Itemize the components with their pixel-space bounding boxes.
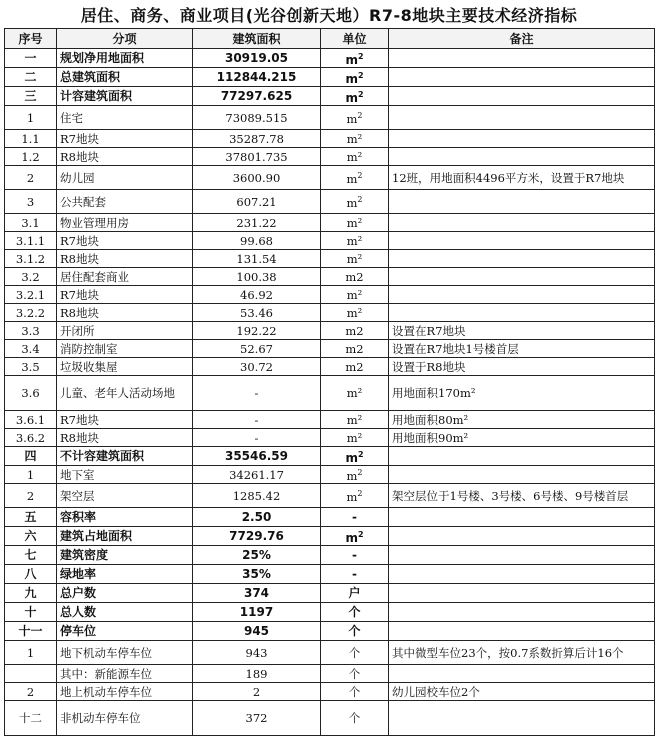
row-number: 2 <box>5 683 57 701</box>
unit-text: m <box>345 71 358 86</box>
row-number: 十一 <box>5 622 57 641</box>
row-note: 设置在R7地块1号楼首层 <box>389 340 655 358</box>
table-row <box>5 214 655 232</box>
row-unit <box>321 340 389 358</box>
row-number: 3.6.2 <box>5 429 57 447</box>
row-unit <box>321 106 389 130</box>
row-area: 1285.42 <box>193 484 321 508</box>
row-note <box>389 665 655 683</box>
unit-text: m² <box>346 305 363 320</box>
row-unit <box>321 484 389 508</box>
unit-text: 个 <box>348 711 361 725</box>
row-unit <box>321 190 389 214</box>
row-item: 公共配套 <box>57 190 193 214</box>
table-row <box>5 466 655 484</box>
row-unit <box>321 701 389 736</box>
unit-superscript: 2 <box>357 195 363 205</box>
row-number: 3.1 <box>5 214 57 232</box>
indicator-table <box>4 28 655 736</box>
row-unit <box>321 322 389 340</box>
row-area: 30.72 <box>193 358 321 376</box>
row-item: 物业管理用房 <box>57 214 193 232</box>
unit-superscript: 2 <box>357 70 364 80</box>
table-row <box>5 166 655 190</box>
row-note: 设置在R7地块 <box>389 322 655 340</box>
row-number: 3.6.1 <box>5 411 57 429</box>
row-number: 3.2 <box>5 268 57 286</box>
row-number: 3.4 <box>5 340 57 358</box>
row-note <box>389 584 655 603</box>
table-row <box>5 190 655 214</box>
row-area: 374 <box>193 584 321 603</box>
table-row <box>5 148 655 166</box>
table-row <box>5 250 655 268</box>
row-area: 35287.78 <box>193 130 321 148</box>
row-note: 架空层位于1号楼、3号楼、6号楼、9号楼首层 <box>389 484 655 508</box>
row-number: 3.5 <box>5 358 57 376</box>
row-note <box>389 546 655 565</box>
row-area: - <box>193 429 321 447</box>
unit-superscript: 2 <box>357 468 363 478</box>
row-unit <box>321 565 389 584</box>
unit-superscript: 2 <box>357 529 364 539</box>
row-number: 一 <box>5 49 57 68</box>
row-note: 用地面积170m² <box>389 376 655 411</box>
row-unit <box>321 641 389 665</box>
row-area: 1197 <box>193 603 321 622</box>
unit-text: m2 <box>345 323 364 338</box>
row-unit <box>321 232 389 250</box>
row-item: 居住配套商业 <box>57 268 193 286</box>
row-unit <box>321 527 389 546</box>
table-row <box>5 68 655 87</box>
row-item: 规划净用地面积 <box>57 49 193 68</box>
row-item: R8地块 <box>57 304 193 322</box>
unit-text: m <box>346 111 358 126</box>
header-note: 备注 <box>389 29 655 49</box>
table-row <box>5 411 655 429</box>
unit-text: m² <box>346 149 363 164</box>
row-unit <box>321 584 389 603</box>
header-area: 建筑面积 <box>193 29 321 49</box>
unit-text: m <box>345 90 358 105</box>
row-note <box>389 190 655 214</box>
unit-text: m² <box>346 131 363 146</box>
row-unit <box>321 358 389 376</box>
table-row <box>5 622 655 641</box>
row-area: 73089.515 <box>193 106 321 130</box>
row-note <box>389 87 655 106</box>
row-item: 其中：新能源车位 <box>57 665 193 683</box>
unit-text: m2 <box>345 269 364 284</box>
row-unit <box>321 130 389 148</box>
row-item: 计容建筑面积 <box>57 87 193 106</box>
row-area: 100.38 <box>193 268 321 286</box>
row-number: 六 <box>5 527 57 546</box>
row-unit <box>321 250 389 268</box>
row-item: 总户数 <box>57 584 193 603</box>
row-note: 用地面积90m² <box>389 429 655 447</box>
unit-text: - <box>352 548 357 562</box>
row-unit <box>321 148 389 166</box>
row-number: 2 <box>5 484 57 508</box>
row-unit <box>321 429 389 447</box>
unit-text: m² <box>346 412 363 427</box>
table-row <box>5 641 655 665</box>
row-note <box>389 603 655 622</box>
table-row <box>5 286 655 304</box>
table-row <box>5 603 655 622</box>
row-area: - <box>193 376 321 411</box>
header-row <box>5 29 655 49</box>
row-note <box>389 304 655 322</box>
row-item: 总人数 <box>57 603 193 622</box>
row-note <box>389 232 655 250</box>
unit-superscript: 2 <box>357 51 364 61</box>
row-item: 停车位 <box>57 622 193 641</box>
row-area: 131.54 <box>193 250 321 268</box>
row-area: 2 <box>193 683 321 701</box>
row-area: 25% <box>193 546 321 565</box>
row-item: R8地块 <box>57 250 193 268</box>
row-area: 192.22 <box>193 322 321 340</box>
row-item: 幼儿园 <box>57 166 193 190</box>
row-note <box>389 250 655 268</box>
table-row <box>5 49 655 68</box>
row-item: 绿地率 <box>57 565 193 584</box>
row-item: 地下机动车停车位 <box>57 641 193 665</box>
table-row <box>5 665 655 683</box>
row-unit <box>321 683 389 701</box>
row-note <box>389 447 655 466</box>
row-note <box>389 49 655 68</box>
unit-text: - <box>352 567 357 581</box>
unit-text: m² <box>346 233 363 248</box>
row-item: R7地块 <box>57 232 193 250</box>
row-unit <box>321 508 389 527</box>
unit-superscript: 2 <box>357 171 363 181</box>
row-number: 3 <box>5 190 57 214</box>
row-number: 3.2.1 <box>5 286 57 304</box>
row-number: 八 <box>5 565 57 584</box>
header-no: 序号 <box>5 29 57 49</box>
row-number: 3.6 <box>5 376 57 411</box>
unit-text: m² <box>346 430 363 445</box>
row-unit <box>321 466 389 484</box>
row-area: 189 <box>193 665 321 683</box>
unit-text: m2 <box>345 341 364 356</box>
row-number: 3.2.2 <box>5 304 57 322</box>
row-unit <box>321 87 389 106</box>
table-row <box>5 508 655 527</box>
row-unit <box>321 376 389 411</box>
unit-text: 个 <box>348 645 361 660</box>
table-row <box>5 106 655 130</box>
row-item: R8地块 <box>57 429 193 447</box>
unit-text: m <box>346 489 358 504</box>
row-unit <box>321 447 389 466</box>
unit-text: m² <box>346 251 363 266</box>
row-number <box>5 665 57 683</box>
row-note <box>389 286 655 304</box>
row-item: 非机动车停车位 <box>57 701 193 736</box>
unit-text: m <box>346 468 358 483</box>
row-item: 总建筑面积 <box>57 68 193 87</box>
row-number: 七 <box>5 546 57 565</box>
table-row <box>5 304 655 322</box>
row-item: 住宅 <box>57 106 193 130</box>
unit-text: m <box>345 450 358 465</box>
row-area: 34261.17 <box>193 466 321 484</box>
table-row <box>5 232 655 250</box>
row-unit <box>321 546 389 565</box>
row-note <box>389 508 655 527</box>
row-area: 372 <box>193 701 321 736</box>
table-row <box>5 268 655 286</box>
row-number: 十二 <box>5 701 57 736</box>
row-area: 99.68 <box>193 232 321 250</box>
row-unit <box>321 665 389 683</box>
table-row <box>5 565 655 584</box>
row-number: 1.1 <box>5 130 57 148</box>
row-item: 建筑密度 <box>57 546 193 565</box>
row-number: 1 <box>5 106 57 130</box>
row-number: 四 <box>5 447 57 466</box>
table-row <box>5 527 655 546</box>
row-item: R7地块 <box>57 286 193 304</box>
row-unit <box>321 603 389 622</box>
row-note <box>389 268 655 286</box>
row-area: 52.67 <box>193 340 321 358</box>
row-note <box>389 214 655 232</box>
row-area: 2.50 <box>193 508 321 527</box>
unit-text: 户 <box>348 586 361 600</box>
header-unit: 单位 <box>321 29 389 49</box>
row-note: 用地面积80m² <box>389 411 655 429</box>
row-number: 3.3 <box>5 322 57 340</box>
unit-superscript: 2 <box>357 449 364 459</box>
row-area: 53.46 <box>193 304 321 322</box>
row-area: 35546.59 <box>193 447 321 466</box>
row-area: 35% <box>193 565 321 584</box>
row-note <box>389 701 655 736</box>
indicator-sheet <box>4 3 654 736</box>
unit-text: m² <box>346 215 363 230</box>
row-unit <box>321 68 389 87</box>
row-note: 其中微型车位23个，按0.7系数折算后计16个 <box>389 641 655 665</box>
row-number: 二 <box>5 68 57 87</box>
unit-text: m <box>346 171 358 186</box>
row-area: 607.21 <box>193 190 321 214</box>
row-number: 五 <box>5 508 57 527</box>
unit-text: m <box>345 530 358 545</box>
table-row <box>5 546 655 565</box>
unit-text: m <box>346 195 358 210</box>
table-row <box>5 484 655 508</box>
row-item: 容积率 <box>57 508 193 527</box>
row-number: 1 <box>5 466 57 484</box>
table-row <box>5 358 655 376</box>
unit-superscript: 2 <box>357 489 363 499</box>
table-row <box>5 130 655 148</box>
unit-text: 个 <box>348 684 361 699</box>
row-area: 30919.05 <box>193 49 321 68</box>
row-item: R7地块 <box>57 130 193 148</box>
row-note: 设置于R8地块 <box>389 358 655 376</box>
row-area: 3600.90 <box>193 166 321 190</box>
unit-text: m² <box>346 287 363 302</box>
row-number: 十 <box>5 603 57 622</box>
row-area: 231.22 <box>193 214 321 232</box>
row-number: 三 <box>5 87 57 106</box>
row-note <box>389 106 655 130</box>
row-item: 地下室 <box>57 466 193 484</box>
row-area: 46.92 <box>193 286 321 304</box>
row-item: 儿童、老年人活动场地 <box>57 376 193 411</box>
row-area: 77297.625 <box>193 87 321 106</box>
unit-superscript: 2 <box>357 111 363 121</box>
row-area: 112844.215 <box>193 68 321 87</box>
row-item: 开闭所 <box>57 322 193 340</box>
unit-text: 个 <box>348 666 361 681</box>
row-note <box>389 148 655 166</box>
table-row <box>5 322 655 340</box>
row-area: 7729.76 <box>193 527 321 546</box>
row-unit <box>321 622 389 641</box>
row-unit <box>321 214 389 232</box>
table-row <box>5 584 655 603</box>
table-row <box>5 447 655 466</box>
row-item: 地上机动车停车位 <box>57 683 193 701</box>
row-item: 消防控制室 <box>57 340 193 358</box>
unit-superscript: 2 <box>357 89 364 99</box>
row-number: 2 <box>5 166 57 190</box>
unit-text: - <box>352 510 357 524</box>
table-row <box>5 376 655 411</box>
row-item: 垃圾收集屋 <box>57 358 193 376</box>
row-number: 3.1.1 <box>5 232 57 250</box>
table-row <box>5 87 655 106</box>
sheet-title: 居住、商务、商业项目(光谷创新天地）R7-8地块主要技术经济指标 <box>80 6 578 25</box>
row-unit <box>321 268 389 286</box>
row-area: 943 <box>193 641 321 665</box>
row-note <box>389 527 655 546</box>
row-area: 945 <box>193 622 321 641</box>
unit-text: m2 <box>345 359 364 374</box>
row-note <box>389 68 655 87</box>
row-number: 1.2 <box>5 148 57 166</box>
row-unit <box>321 166 389 190</box>
row-note <box>389 622 655 641</box>
row-note <box>389 565 655 584</box>
row-item: R8地块 <box>57 148 193 166</box>
row-item: R7地块 <box>57 411 193 429</box>
row-note: 12班，用地面积4496平方米，设置于R7地块 <box>389 166 655 190</box>
row-unit <box>321 286 389 304</box>
row-item: 不计容建筑面积 <box>57 447 193 466</box>
row-note <box>389 130 655 148</box>
row-number: 九 <box>5 584 57 603</box>
row-area: - <box>193 411 321 429</box>
table-row <box>5 683 655 701</box>
table-row <box>5 701 655 736</box>
row-unit <box>321 49 389 68</box>
row-note <box>389 466 655 484</box>
unit-text: 个 <box>348 624 361 638</box>
row-area: 37801.735 <box>193 148 321 166</box>
unit-text: m² <box>346 386 363 400</box>
row-item: 建筑占地面积 <box>57 527 193 546</box>
table-row <box>5 340 655 358</box>
unit-text: m <box>345 52 358 67</box>
unit-text: 个 <box>348 605 361 619</box>
table-row <box>5 429 655 447</box>
row-note: 幼儿园校车位2个 <box>389 683 655 701</box>
header-item: 分项 <box>57 29 193 49</box>
row-unit <box>321 304 389 322</box>
row-item: 架空层 <box>57 484 193 508</box>
row-number: 1 <box>5 641 57 665</box>
row-number: 3.1.2 <box>5 250 57 268</box>
row-unit <box>321 411 389 429</box>
